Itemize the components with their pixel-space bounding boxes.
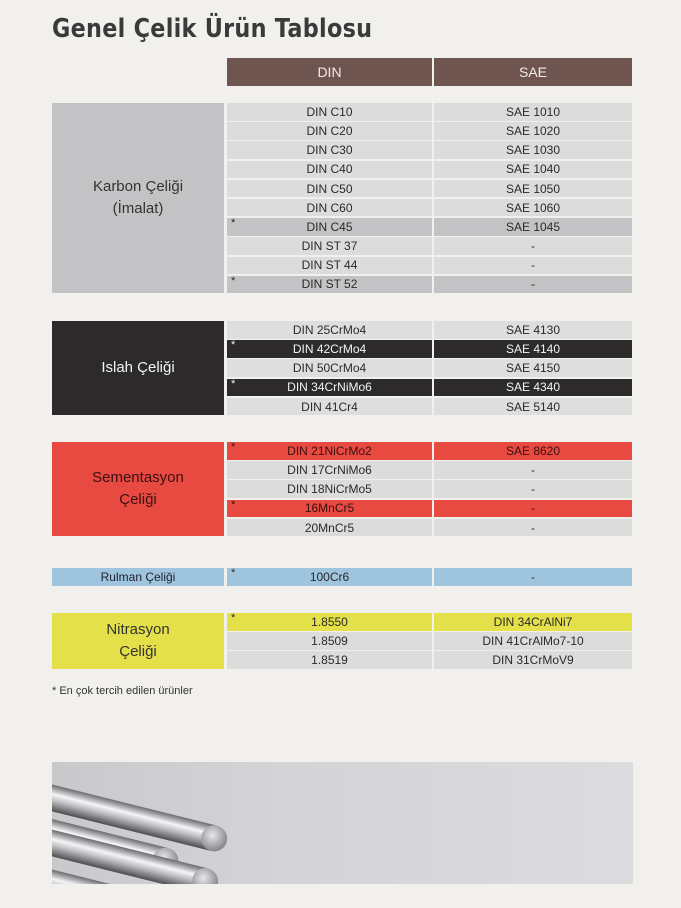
footnote: * En çok tercih edilen ürünler xyxy=(52,685,193,697)
sae-value: DIN 41CrAlMo7-10 xyxy=(482,633,584,648)
sae-cell xyxy=(434,199,632,217)
sae-value: SAE 1040 xyxy=(505,162,561,177)
din-value: DIN 25CrMo4 xyxy=(292,322,367,337)
group-label-text: Sementasyon Çeliği xyxy=(92,469,184,509)
group-label xyxy=(52,103,224,293)
din-value: DIN C45 xyxy=(306,219,353,234)
table-row xyxy=(227,442,632,461)
table-row xyxy=(227,613,632,632)
sae-cell xyxy=(434,340,632,358)
preferred-star: * xyxy=(231,339,236,352)
sae-value: - xyxy=(531,277,535,292)
sae-value: SAE 1060 xyxy=(505,200,561,215)
din-cell xyxy=(227,442,432,460)
sae-cell xyxy=(434,651,632,669)
sae-value: - xyxy=(531,239,535,254)
din-cell xyxy=(227,141,432,159)
sae-cell xyxy=(434,359,632,377)
din-cell xyxy=(227,340,432,358)
table-row xyxy=(227,199,632,218)
sae-cell xyxy=(434,613,632,631)
sae-cell xyxy=(434,218,632,236)
sae-value: - xyxy=(531,462,535,477)
din-value: 1.8509 xyxy=(311,633,348,648)
group-label-text: Nitrasyon Çeliği xyxy=(106,620,170,660)
din-value: DIN ST 44 xyxy=(301,258,358,273)
table-row xyxy=(227,103,632,122)
din-value: DIN 41Cr4 xyxy=(301,399,358,414)
sae-cell xyxy=(434,519,632,537)
sae-cell xyxy=(434,103,632,121)
table-row xyxy=(227,500,632,519)
sae-value: - xyxy=(531,501,535,516)
table-row xyxy=(227,276,632,295)
preferred-star: * xyxy=(231,567,236,579)
sae-cell xyxy=(434,632,632,650)
din-cell xyxy=(227,237,432,255)
preferred-star: * xyxy=(231,441,236,453)
steel-bars-photo xyxy=(52,762,633,884)
preferred-star: * xyxy=(231,274,236,287)
group-label xyxy=(52,613,224,669)
group-label xyxy=(52,442,224,536)
table-row xyxy=(227,122,632,141)
group-rows xyxy=(227,103,632,295)
table-row xyxy=(227,340,632,359)
din-value: DIN C10 xyxy=(306,104,353,119)
sae-value: SAE 8620 xyxy=(505,443,561,458)
group-label-text: Islah Çeliği xyxy=(101,359,175,377)
din-cell xyxy=(227,461,432,479)
preferred-star: * xyxy=(231,217,236,230)
sae-cell xyxy=(434,161,632,179)
din-cell xyxy=(227,519,432,537)
group-label-text: Karbon Çeliği (İmalat) xyxy=(92,178,184,218)
table-row xyxy=(227,398,632,417)
table-row xyxy=(227,321,632,340)
sae-cell xyxy=(434,276,632,294)
sae-value: SAE 4130 xyxy=(505,322,561,337)
table-row xyxy=(227,379,632,398)
din-cell xyxy=(227,218,432,236)
sae-cell xyxy=(434,398,632,416)
din-value: DIN C60 xyxy=(306,200,353,215)
din-value: DIN ST 52 xyxy=(301,277,358,292)
din-cell xyxy=(227,500,432,518)
sae-cell xyxy=(434,442,632,460)
sae-value: SAE 5140 xyxy=(505,399,561,414)
sae-value: - xyxy=(531,520,535,535)
din-cell xyxy=(227,180,432,198)
group-rows xyxy=(227,568,632,587)
din-cell xyxy=(227,651,432,669)
din-cell xyxy=(227,632,432,650)
din-cell xyxy=(227,398,432,416)
group-rows xyxy=(227,613,632,671)
table-row xyxy=(227,161,632,180)
group-label xyxy=(52,321,224,415)
din-cell xyxy=(227,321,432,339)
sae-cell xyxy=(434,568,632,586)
din-value: DIN 50CrMo4 xyxy=(292,361,367,376)
sae-value: SAE 1030 xyxy=(505,143,561,158)
sae-cell xyxy=(434,237,632,255)
sae-value: - xyxy=(531,569,535,584)
sae-cell xyxy=(434,379,632,397)
sae-value: SAE 4140 xyxy=(505,341,561,356)
din-cell xyxy=(227,199,432,217)
preferred-star: * xyxy=(231,612,236,624)
page-title: Genel Çelik Ürün Tablosu xyxy=(52,14,373,44)
sae-value: SAE 1010 xyxy=(505,104,561,119)
group-rows xyxy=(227,321,632,417)
din-cell xyxy=(227,161,432,179)
din-cell xyxy=(227,276,432,294)
table-row xyxy=(227,237,632,256)
din-value: DIN 34CrNiMo6 xyxy=(287,380,372,395)
din-cell xyxy=(227,122,432,140)
din-value: DIN 21NiCrMo2 xyxy=(287,443,372,458)
din-value: 16MnCr5 xyxy=(304,501,355,516)
sae-cell xyxy=(434,141,632,159)
din-cell xyxy=(227,379,432,397)
din-value: DIN ST 37 xyxy=(301,239,358,254)
sae-value: - xyxy=(531,482,535,497)
sae-value: DIN 31CrMoV9 xyxy=(492,653,574,668)
din-cell xyxy=(227,613,432,631)
table-row xyxy=(227,141,632,160)
din-cell xyxy=(227,480,432,498)
sae-cell xyxy=(434,321,632,339)
sae-cell xyxy=(434,180,632,198)
din-value: 100Cr6 xyxy=(309,569,350,584)
din-cell xyxy=(227,257,432,275)
preferred-star: * xyxy=(231,498,236,511)
sae-cell xyxy=(434,500,632,518)
din-cell xyxy=(227,103,432,121)
din-value: 1.8519 xyxy=(311,653,348,668)
table-row xyxy=(227,480,632,499)
din-value: DIN C40 xyxy=(306,162,353,177)
sae-value: - xyxy=(531,258,535,273)
sae-value: SAE 4340 xyxy=(505,380,561,395)
sae-value: SAE 1045 xyxy=(505,219,561,234)
table-row xyxy=(227,568,632,587)
group-label-text: Rulman Çeliği xyxy=(100,569,176,584)
table-row xyxy=(227,519,632,538)
din-value: DIN C30 xyxy=(306,143,353,158)
sae-value: SAE 1020 xyxy=(505,123,561,138)
group-label xyxy=(52,568,224,586)
sae-cell xyxy=(434,257,632,275)
din-value: DIN 18NiCrMo5 xyxy=(287,482,372,497)
table-row xyxy=(227,218,632,237)
table-row xyxy=(227,632,632,651)
din-value: DIN 17CrNiMo6 xyxy=(287,462,372,477)
header-din: DIN xyxy=(227,58,432,86)
din-value: DIN C20 xyxy=(306,123,353,138)
table-row xyxy=(227,461,632,480)
din-value: DIN C50 xyxy=(306,181,353,196)
sae-value: DIN 34CrAlNi7 xyxy=(493,614,573,629)
din-value: DIN 42CrMo4 xyxy=(292,341,367,356)
din-cell xyxy=(227,359,432,377)
table-row xyxy=(227,359,632,378)
group-rows xyxy=(227,442,632,538)
din-value: 1.8550 xyxy=(311,614,348,629)
sae-cell xyxy=(434,480,632,498)
table-row xyxy=(227,651,632,670)
sae-value: SAE 1050 xyxy=(505,181,561,196)
sae-value: SAE 4150 xyxy=(505,361,561,376)
table-row xyxy=(227,257,632,276)
din-value: 20MnCr5 xyxy=(304,520,355,535)
din-cell xyxy=(227,568,432,586)
sae-cell xyxy=(434,461,632,479)
table-row xyxy=(227,180,632,199)
header-sae: SAE xyxy=(434,58,632,86)
sae-cell xyxy=(434,122,632,140)
preferred-star: * xyxy=(231,377,236,390)
